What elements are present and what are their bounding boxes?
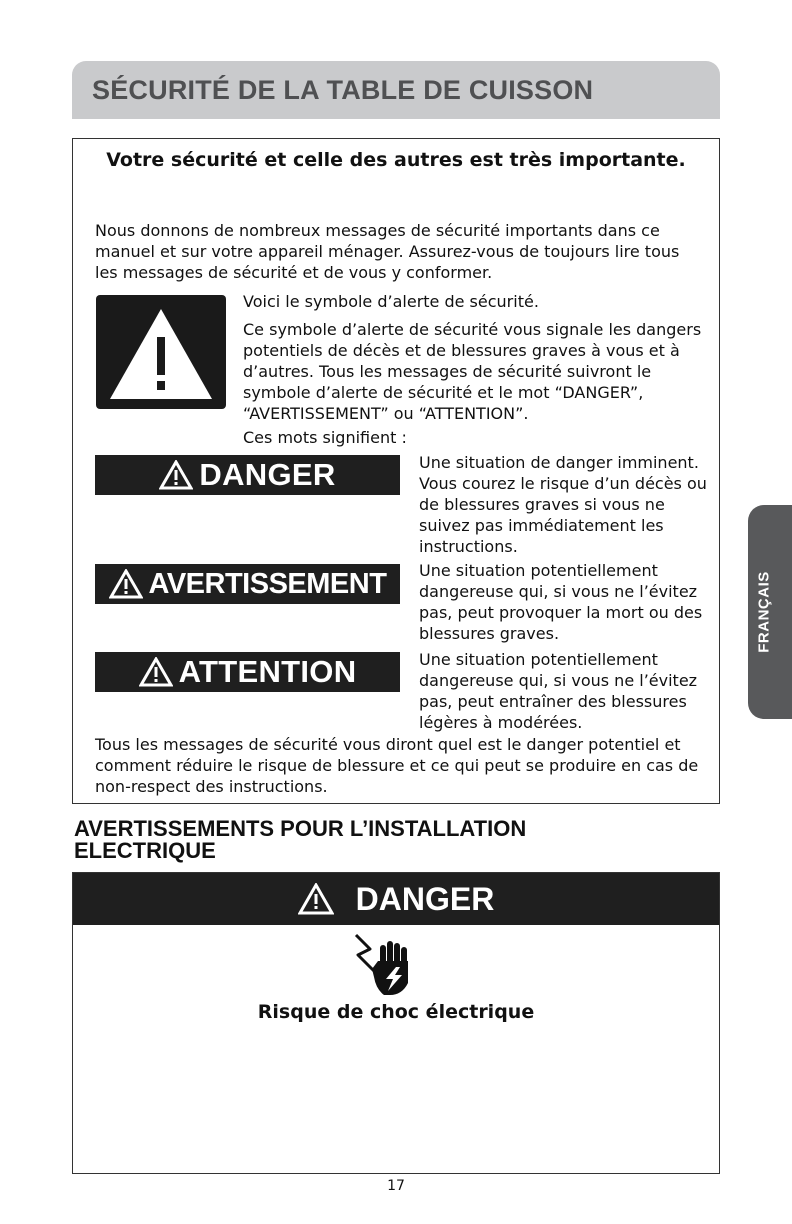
electrical-danger-box xyxy=(72,872,720,1174)
danger-description: Une situation de danger imminent. Vous courez le risque d’un décès ou de blessures graves si vous ne suivez pas immédiatement les instructions. xyxy=(419,453,707,556)
avertissement-description: Une situation potentiellement dangereuse qui, si vous ne l’évitez pas, peut provoquer la mort ou des blessures graves. xyxy=(419,561,703,643)
attention-signal-label: ATTENTION xyxy=(178,654,357,689)
safety-message-box xyxy=(72,138,720,804)
warning-triangle-icon xyxy=(298,883,334,915)
safety-intro-text: Nous donnons de nombreux messages de sécurité importants dans ce manuel et sur votre appareil ménager. Assurez-vous de toujours lire tous les messages de sécurité et de vous y conformer. xyxy=(95,221,680,282)
safety-headline: Votre sécurité et celle des autres est très importante. xyxy=(106,149,686,171)
header-band xyxy=(72,61,720,119)
danger-signal-label: DANGER xyxy=(199,457,336,492)
language-tab-label: FRANÇAIS xyxy=(755,571,773,653)
page-title: SÉCURITÉ DE LA TABLE DE CUISSON xyxy=(92,75,594,105)
symbol-description: Ce symbole d’alerte de sécurité vous signale les dangers potentiels de décès et de blessures graves à vous et à d’autres. Tous les messages de sécurité suivront le symbole d’alerte de sécurité et le mot “DANGER”, “AVERTISSEMENT” ou “ATTENTION”. xyxy=(243,320,702,423)
safety-alert-symbol-icon xyxy=(96,295,226,409)
warning-triangle-icon xyxy=(159,460,193,490)
symbol-label: Voici le symbole d’alerte de sécurité. xyxy=(243,292,539,311)
attention-signal-bar xyxy=(95,652,400,692)
language-side-tab[interactable] xyxy=(748,505,792,719)
danger-header-label: DANGER xyxy=(355,880,495,917)
electric-shock-icon xyxy=(346,931,418,1003)
avertissement-signal-bar xyxy=(95,564,400,604)
avertissement-signal-label: AVERTISSEMENT xyxy=(148,567,387,600)
attention-description: Une situation potentiellement dangereuse qui, si vous ne l’évitez pas, peut entraîner des blessures légères à modérées. xyxy=(419,650,698,732)
danger-signal-bar xyxy=(95,455,400,495)
warning-triangle-icon xyxy=(139,657,173,687)
installation-section-heading: AVERTISSEMENTS POUR L’INSTALLATION ELECTRIQUE xyxy=(74,816,527,863)
safety-outro-text: Tous les messages de sécurité vous diront quel est le danger potentiel et comment réduire le risque de blessure et ce qui peut se produire en cas de non-respect des instructions. xyxy=(95,735,699,796)
danger-header-bar xyxy=(73,873,719,925)
warning-triangle-icon xyxy=(109,569,143,599)
signal-words-intro: Ces mots signifient : xyxy=(243,428,407,447)
page-number: 17 xyxy=(387,1178,405,1194)
shock-risk-caption: Risque de choc électrique xyxy=(257,1001,535,1023)
